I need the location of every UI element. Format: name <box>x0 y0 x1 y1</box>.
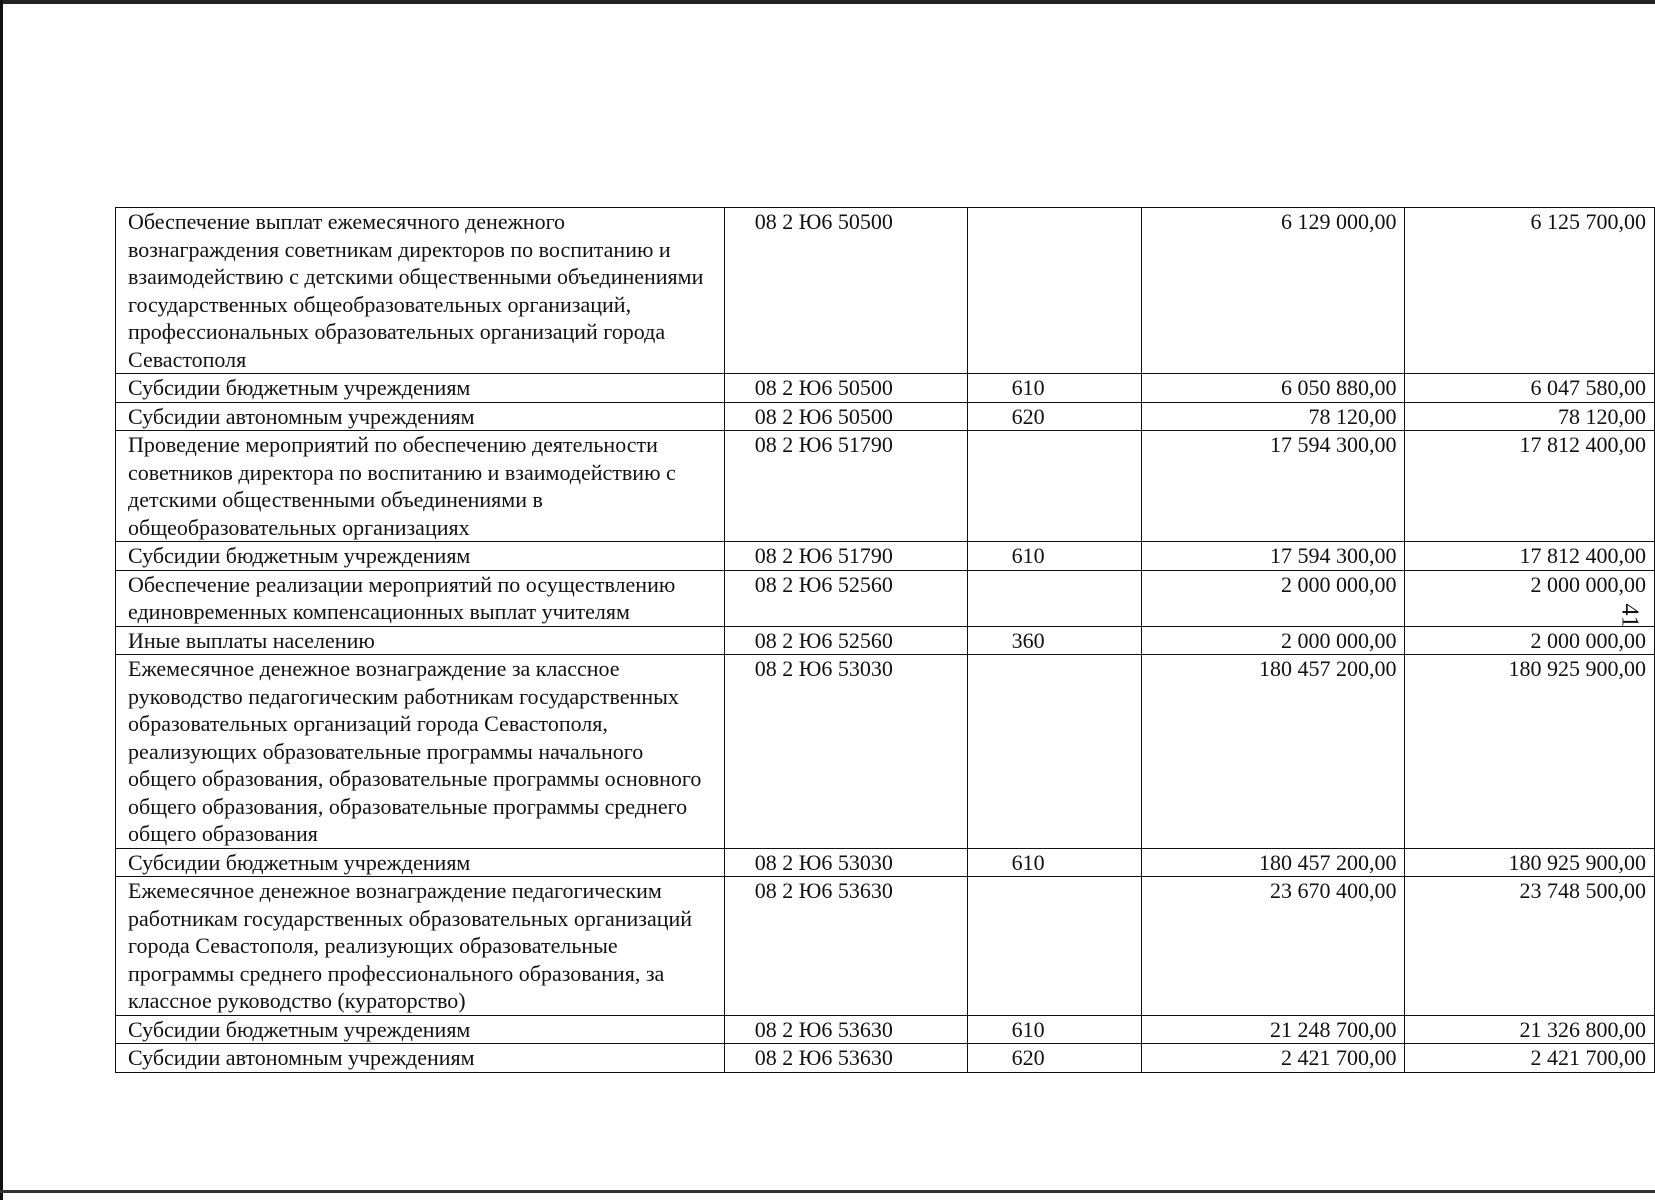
row-code-cell: 08 2 Ю6 51790 <box>724 431 967 542</box>
row-sum1-cell: 21 248 700,00 <box>1142 1015 1405 1044</box>
budget-table <box>115 207 1655 1073</box>
budget-table-body <box>116 208 1655 1073</box>
row-code-cell: 08 2 Ю6 52560 <box>724 570 967 626</box>
row-name-cell: Обеспечение выплат ежемесячного денежного вознаграждения советникам директоров по воспитанию и взаимодействию с детскими общественными объединениями государственных общеобразовательных организаций, профессиональных образовательных организаций города Севастополя <box>116 208 725 374</box>
row-sum2-cell: 21 326 800,00 <box>1405 1015 1655 1044</box>
table-row <box>116 542 1655 571</box>
scan-left-edge <box>0 0 3 1200</box>
scan-top-edge <box>0 0 1655 4</box>
row-vr-cell <box>967 877 1141 1016</box>
table-row <box>116 374 1655 403</box>
scan-bottom-edge <box>0 1190 1655 1193</box>
row-name-cell: Субсидии автономным учреждениям <box>116 1044 725 1073</box>
row-code-cell: 08 2 Ю6 50500 <box>724 374 967 403</box>
table-row <box>116 655 1655 849</box>
row-name-cell: Субсидии бюджетным учреждениям <box>116 542 725 571</box>
row-code-cell: 08 2 Ю6 50500 <box>724 208 967 374</box>
table-row <box>116 402 1655 431</box>
row-name-cell: Проведение мероприятий по обеспечению деятельности советников директора по воспитанию и взаимодействию с детскими общественными объединениями в общеобразовательных организациях <box>116 431 725 542</box>
row-sum2-cell: 2 000 000,00 <box>1405 626 1655 655</box>
row-sum2-cell: 2 421 700,00 <box>1405 1044 1655 1073</box>
row-sum1-cell: 2 000 000,00 <box>1142 626 1405 655</box>
row-sum2-cell: 6 125 700,00 <box>1405 208 1655 374</box>
row-sum1-cell: 180 457 200,00 <box>1142 848 1405 877</box>
row-vr-cell <box>967 570 1141 626</box>
row-code-cell: 08 2 Ю6 53030 <box>724 848 967 877</box>
row-vr-cell: 360 <box>967 626 1141 655</box>
row-vr-cell: 620 <box>967 402 1141 431</box>
row-vr-cell <box>967 431 1141 542</box>
row-sum1-cell: 78 120,00 <box>1142 402 1405 431</box>
row-sum2-cell: 23 748 500,00 <box>1405 877 1655 1016</box>
row-code-cell: 08 2 Ю6 53630 <box>724 1015 967 1044</box>
row-sum1-cell: 17 594 300,00 <box>1142 431 1405 542</box>
row-code-cell: 08 2 Ю6 53630 <box>724 877 967 1016</box>
row-sum2-cell: 17 812 400,00 <box>1405 542 1655 571</box>
row-vr-cell <box>967 655 1141 849</box>
row-code-cell: 08 2 Ю6 51790 <box>724 542 967 571</box>
row-sum2-cell: 180 925 900,00 <box>1405 655 1655 849</box>
row-sum1-cell: 2 421 700,00 <box>1142 1044 1405 1073</box>
row-vr-cell: 620 <box>967 1044 1141 1073</box>
row-sum1-cell: 23 670 400,00 <box>1142 877 1405 1016</box>
row-name-cell: Иные выплаты населению <box>116 626 725 655</box>
row-sum2-cell: 6 047 580,00 <box>1405 374 1655 403</box>
row-name-cell: Субсидии бюджетным учреждениям <box>116 374 725 403</box>
table-row <box>116 431 1655 542</box>
row-name-cell: Субсидии бюджетным учреждениям <box>116 848 725 877</box>
table-row <box>116 208 1655 374</box>
table-row <box>116 848 1655 877</box>
row-code-cell: 08 2 Ю6 53030 <box>724 655 967 849</box>
row-sum2-cell: 180 925 900,00 <box>1405 848 1655 877</box>
row-sum1-cell: 17 594 300,00 <box>1142 542 1405 571</box>
row-sum1-cell: 6 129 000,00 <box>1142 208 1405 374</box>
row-name-cell: Субсидии автономным учреждениям <box>116 402 725 431</box>
row-name-cell: Обеспечение реализации мероприятий по осуществлению единовременных компенсационных выплат учителям <box>116 570 725 626</box>
page-number: 41 <box>1616 603 1643 628</box>
row-sum1-cell: 6 050 880,00 <box>1142 374 1405 403</box>
row-vr-cell: 610 <box>967 848 1141 877</box>
row-code-cell: 08 2 Ю6 52560 <box>724 626 967 655</box>
row-sum2-cell: 78 120,00 <box>1405 402 1655 431</box>
row-name-cell: Субсидии бюджетным учреждениям <box>116 1015 725 1044</box>
row-name-cell: Ежемесячное денежное вознаграждение педагогическим работникам государственных образовательных организаций города Севастополя, реализующих образовательные программы среднего профессионального образования, за классное руководство (кураторство) <box>116 877 725 1016</box>
row-vr-cell <box>967 208 1141 374</box>
row-sum1-cell: 2 000 000,00 <box>1142 570 1405 626</box>
table-row <box>116 877 1655 1016</box>
row-vr-cell: 610 <box>967 542 1141 571</box>
row-sum1-cell: 180 457 200,00 <box>1142 655 1405 849</box>
table-row <box>116 1015 1655 1044</box>
table-row <box>116 1044 1655 1073</box>
row-sum2-cell: 2 000 000,00 <box>1405 570 1655 626</box>
row-code-cell: 08 2 Ю6 50500 <box>724 402 967 431</box>
row-vr-cell: 610 <box>967 374 1141 403</box>
row-name-cell: Ежемесячное денежное вознаграждение за классное руководство педагогическим работникам государственных образовательных организаций города Севастополя, реализующих образовательные программы начального общего образования, образовательные программы основного общего образования, образовательные программы среднего общего образования <box>116 655 725 849</box>
row-vr-cell: 610 <box>967 1015 1141 1044</box>
row-sum2-cell: 17 812 400,00 <box>1405 431 1655 542</box>
table-row <box>116 570 1655 626</box>
table-row <box>116 626 1655 655</box>
row-code-cell: 08 2 Ю6 53630 <box>724 1044 967 1073</box>
